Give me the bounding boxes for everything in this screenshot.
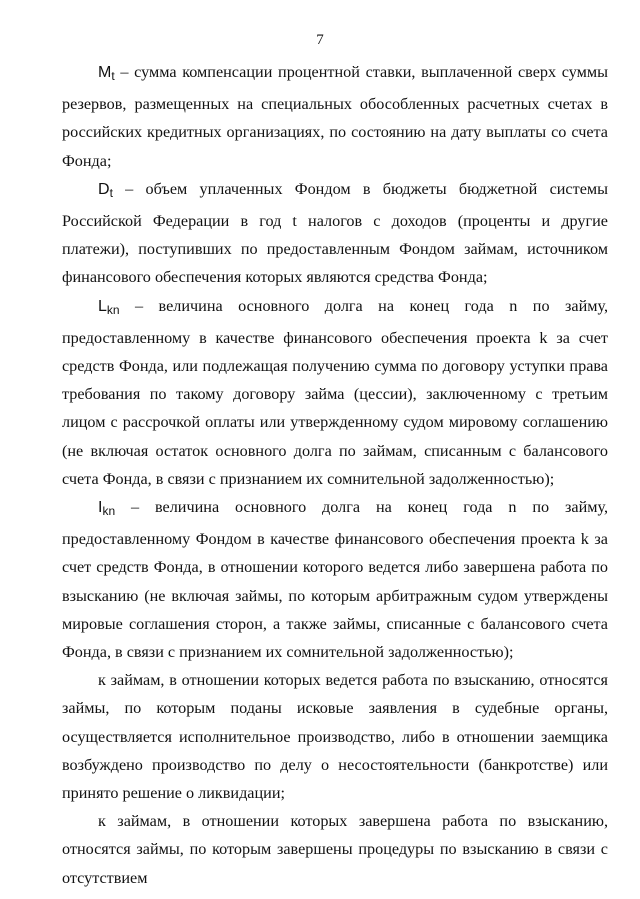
paragraph-l-kn (62, 292, 608, 493)
paragraph-text: к займам, в отношении которых ведется работа по взысканию, относятся займы, по которым поданы исковые заявления в судебные органы, осуществляется исполнительное производство, либо в отношении заемщика возбуждено производство по делу о несостоятельности (банкротстве) или принято решение о ликвидации; (62, 671, 608, 803)
paragraph-completed-recovery (62, 807, 608, 892)
paragraph-text: – величина основного долга на конец года n по займу, предоставленному Фондом в качестве финансового обеспечения проекта k за счет средств Фонда, в отношении которого ведется либо завершена работа по взысканию (не включая займы, по которым арбитражным судом утверждены мировые соглашения сторон, а также займы, списанные с балансового счета Фонда, в связи с признанием их сомнительной задолженностью); (62, 498, 608, 662)
page-number: 7 (316, 32, 324, 48)
subscript-t: t (109, 185, 113, 200)
symbol-l: L (98, 297, 107, 315)
symbol-d: D (98, 180, 110, 198)
paragraph-ongoing-recovery (62, 666, 608, 807)
subscript-kn: kn (102, 504, 116, 519)
paragraph-text: к займам, в отношении которых завершена работа по взысканию, относятся займы, по которым завершены процедуры по взысканию в связи с отсутствием (62, 812, 608, 887)
paragraph-m-t (62, 58, 608, 175)
document-body (62, 58, 608, 892)
symbol-m: M (98, 64, 112, 81)
paragraph-i-kn (62, 493, 608, 666)
symbol-i: I (98, 499, 103, 517)
paragraph-d-t (62, 175, 608, 292)
paragraph-text: – сумма компенсации процентной ставки, выплаченной сверх суммы резервов, размещенных на специальных обособленных расчетных счетах в российских кредитных организациях, по состоянию на дату выплаты со счета Фонда; (62, 63, 608, 170)
subscript-t: t (111, 69, 115, 83)
subscript-kn: kn (106, 302, 120, 317)
paragraph-text: – величина основного долга на конец года n по займу, предоставленному в качестве финансового обеспечения проекта k за счет средств Фонда, или подлежащая получению сумма по договору уступки права требования по такому договору займа (цессии), заключенному с третьим лицом с рассрочкой оплаты или утвержденному судом мировому соглашению (не включая остаток основного долга по займам, списанным с балансового счета Фонда, в связи с признанием их сомнительной задолженностью); (62, 296, 608, 488)
paragraph-text: – объем уплаченных Фондом в бюджеты бюджетной системы Российской Федерации в год t налогов с доходов (проценты и другие платежи), поступивших по предоставленным Фондом займам, источником финансового обеспечения которых являются средства Фонда; (62, 179, 608, 287)
